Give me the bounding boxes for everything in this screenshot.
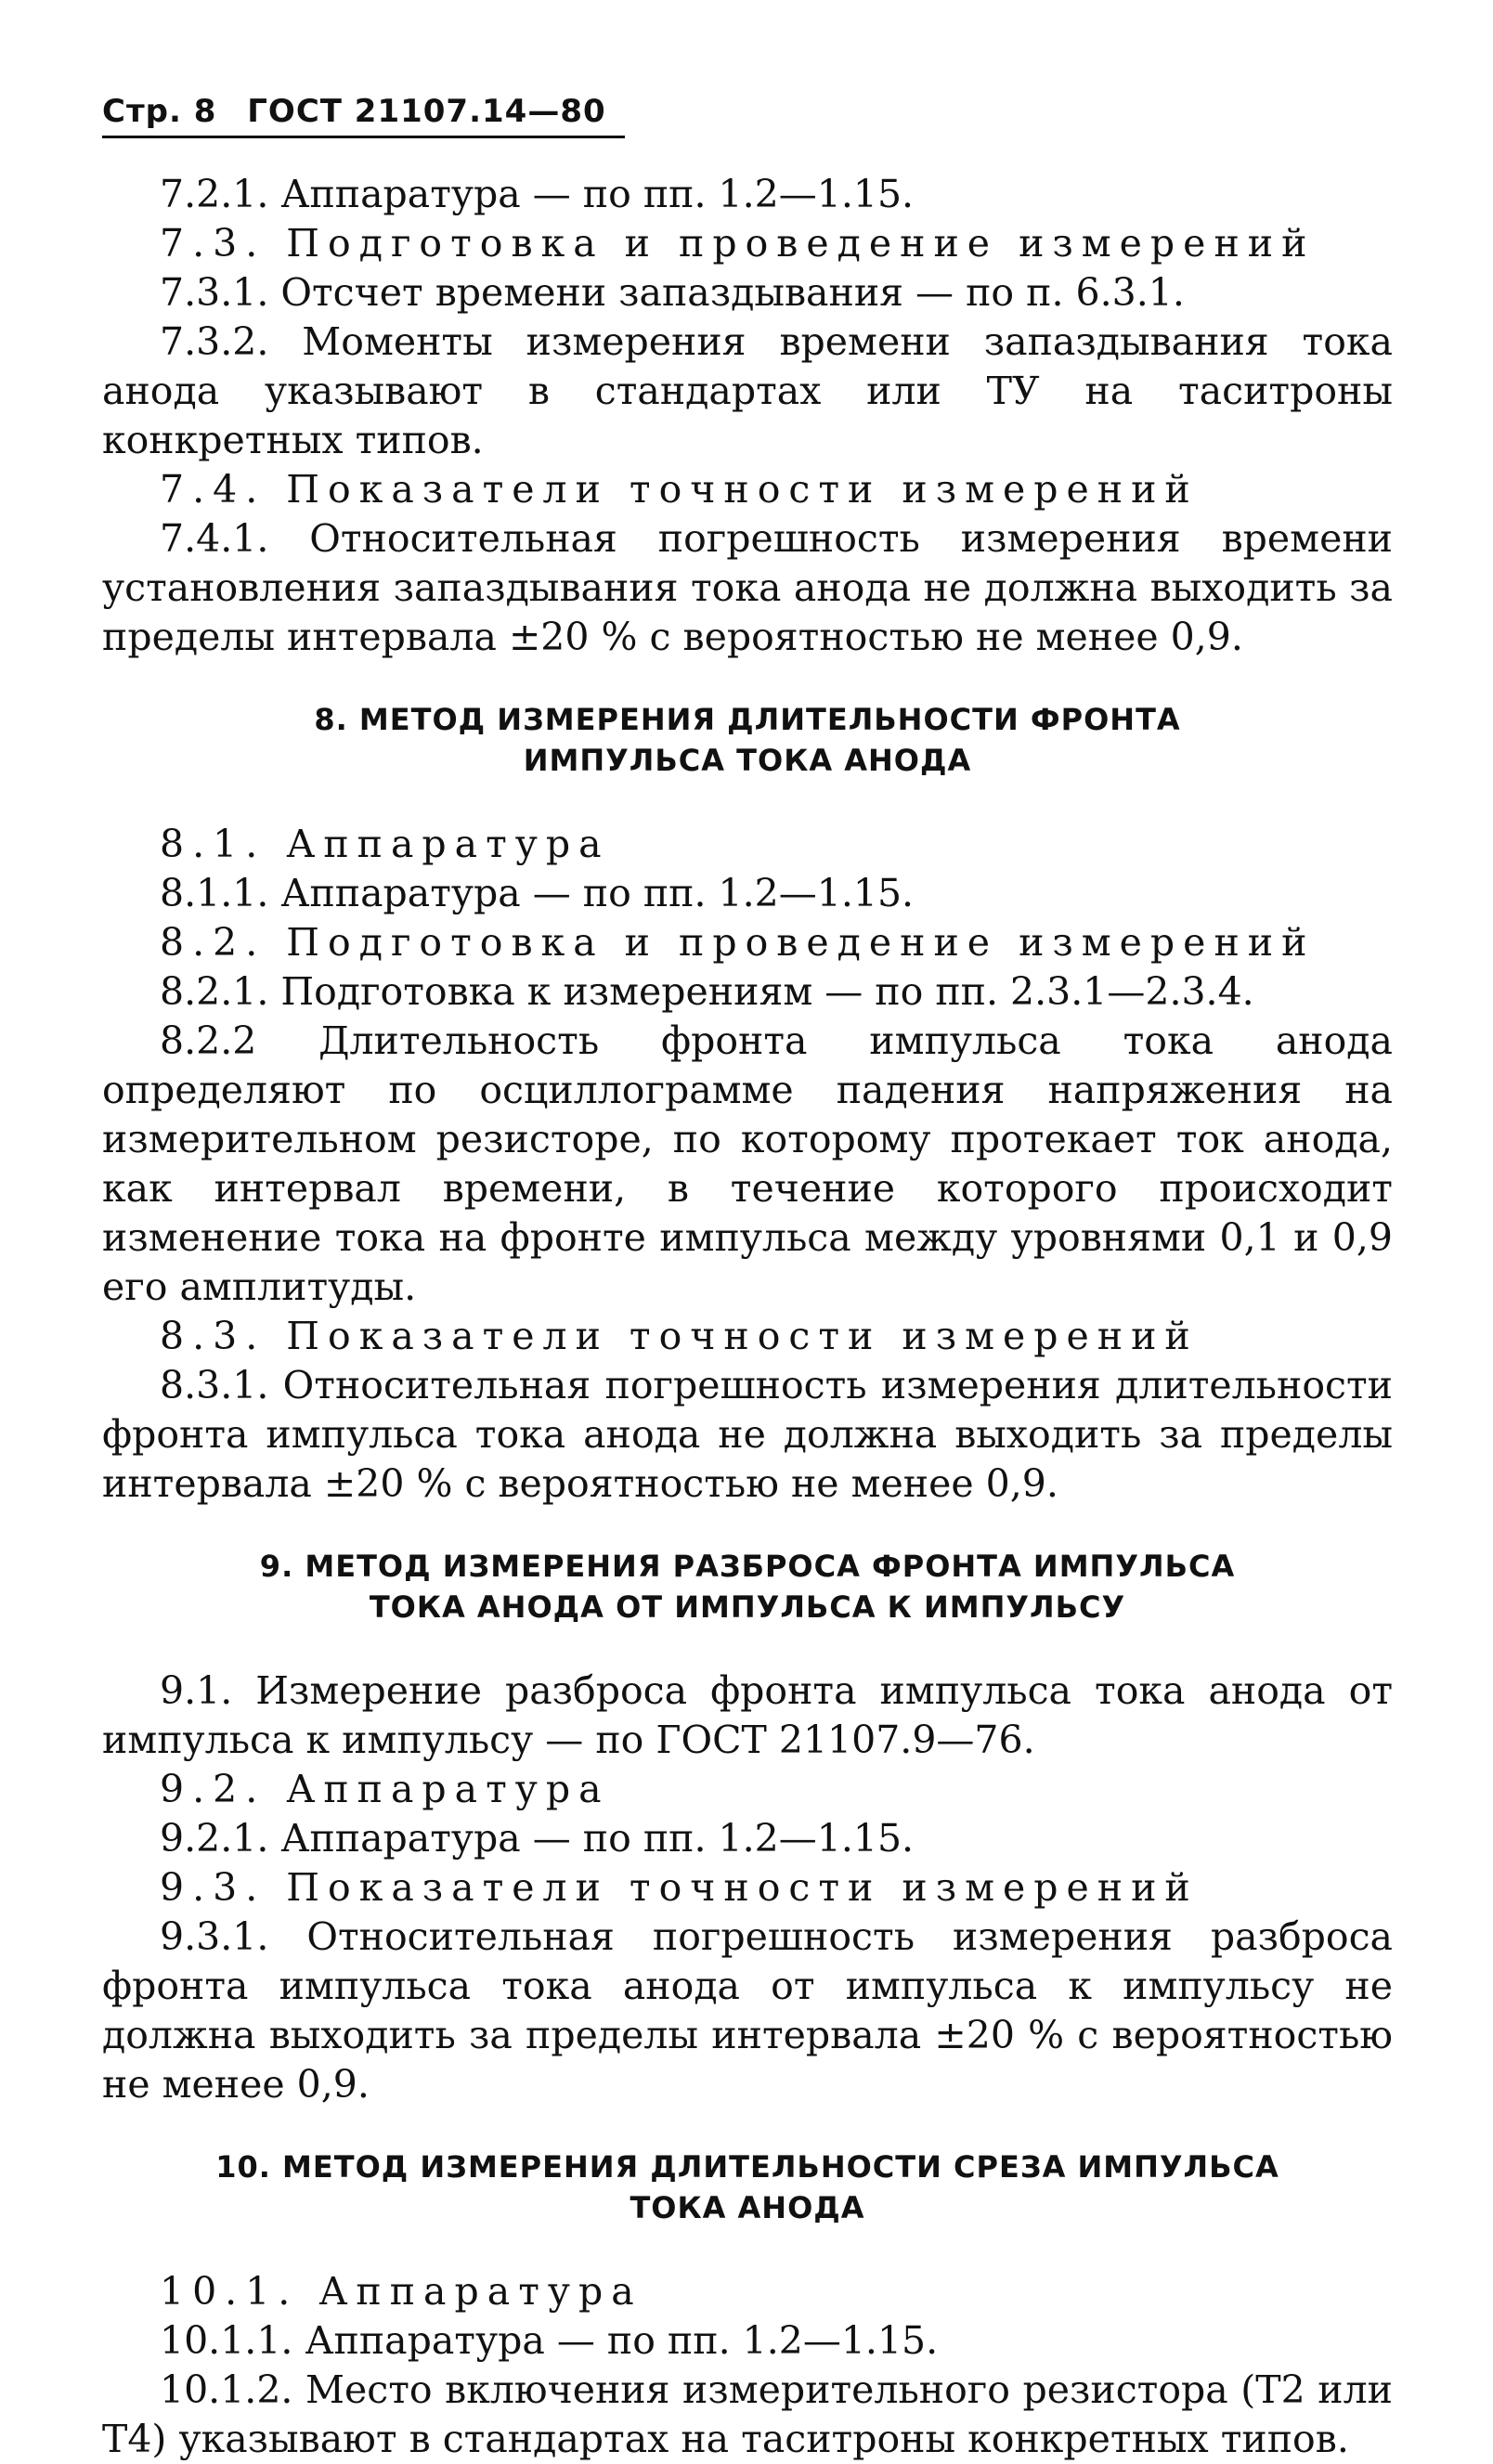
section-heading (102, 699, 1393, 781)
section-heading-line: ТОКА АНОДА (630, 2190, 865, 2225)
paragraph: 9.2.1. Аппаратура — по пп. 1.2—1.15. (160, 1816, 915, 1861)
paragraph: 7.2.1. Аппаратура — по пп. 1.2—1.15. (160, 172, 915, 216)
paragraph: 8.2.1. Подготовка к измерениям — по пп. 2.3.1—2.3.4. (160, 969, 1254, 1014)
paragraph: 10.1.2. Место включения измерительного резистора (Т2 или Т4) указывают в стандартах на таситроны конкретных типов. (102, 2367, 1393, 2461)
section-heading-line: 9. МЕТОД ИЗМЕРЕНИЯ РАЗБРОСА ФРОНТА ИМПУЛЬСА (259, 1549, 1236, 1584)
paragraph: 7.3.2. Моменты измерения времени запаздывания тока анода указывают в стандартах или ТУ на таситроны конкретных типов. (102, 319, 1393, 462)
page-number: Стр. 8 (102, 93, 217, 130)
document-body (102, 170, 1393, 2464)
running-header (102, 93, 625, 138)
section-heading-line: 10. МЕТОД ИЗМЕРЕНИЯ ДЛИТЕЛЬНОСТИ СРЕЗА ИМПУЛЬСА (215, 2149, 1279, 2185)
subsection-title: 8.2. Подготовка и проведение измерений (160, 920, 1316, 965)
paragraph: 9.3.1. Относительная погрешность измерения разброса фронта импульса тока анода от импульса к импульсу не должна выходить за пределы интервала ±20 % с вероятностью не менее 0,9. (102, 1914, 1393, 2107)
paragraph: 8.1.1. Аппаратура — по пп. 1.2—1.15. (160, 871, 915, 915)
subsection-title: 8.3. Показатели точности измерений (160, 1314, 1199, 1358)
subsection-title: 9.3. Показатели точности измерений (160, 1865, 1199, 1910)
subsection-title: 7.4. Показатели точности измерений (160, 467, 1199, 512)
paragraph: 8.2.2 Длительность фронта импульса тока анода определяют по осциллограмме падения напряжения на измерительном резисторе, по которому протекает ток анода, как интервал времени, в течение которого происходит изменение тока на фронте импульса между уровнями 0,1 и 0,9 его амплитуды. (102, 1018, 1393, 1309)
document-page (102, 93, 1393, 2464)
subsection-title: 9.2. Аппаратура (160, 1767, 610, 1811)
paragraph: 7.4.1. Относительная погрешность измерения времени установления запаздывания тока анода не должна выходить за пределы интервала ±20 % с вероятностью не менее 0,9. (102, 516, 1393, 659)
section-heading-line: ИМПУЛЬСА ТОКА АНОДА (523, 743, 972, 778)
paragraph: 7.3.1. Отсчет времени запаздывания — по п. 6.3.1. (160, 270, 1185, 315)
section-heading-line: 8. МЕТОД ИЗМЕРЕНИЯ ДЛИТЕЛЬНОСТИ ФРОНТА (314, 702, 1181, 737)
section-heading (102, 2146, 1393, 2228)
paragraph: 10.1.1. Аппаратура — по пп. 1.2—1.15. (160, 2318, 939, 2363)
standard-number: ГОСТ 21107.14—80 (247, 93, 606, 130)
section-heading-line: ТОКА АНОДА ОТ ИМПУЛЬСА К ИМПУЛЬСУ (369, 1589, 1126, 1625)
subsection-title: 7.3. Подготовка и проведение измерений (160, 221, 1316, 266)
section-heading (102, 1546, 1393, 1628)
paragraph: 9.1. Измерение разброса фронта импульса тока анода от импульса к импульсу — по ГОСТ 21107.9—76. (102, 1668, 1393, 1762)
subsection-title: 10.1. Аппаратура (160, 2269, 643, 2314)
paragraph: 8.3.1. Относительная погрешность измерения длительности фронта импульса тока анода не должна выходить за пределы интервала ±20 % с вероятностью не менее 0,9. (102, 1363, 1393, 1506)
subsection-title: 8.1. Аппаратура (160, 822, 610, 866)
